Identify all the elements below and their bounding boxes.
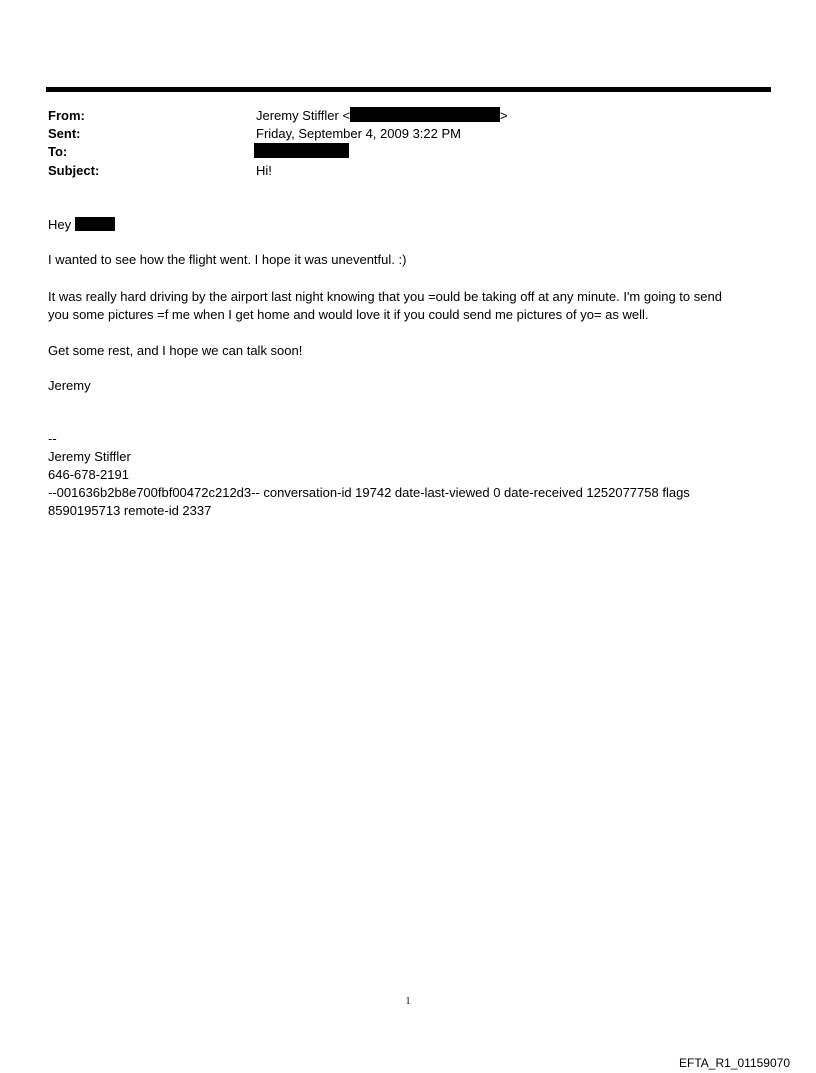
page-number: 1 xyxy=(405,996,411,1007)
greeting-line xyxy=(48,216,768,234)
sent-value: Friday, September 4, 2009 3:22 PM xyxy=(256,126,461,141)
body-paragraph-2-line-2: you some pictures =f me when I get home and would love it if you could send me pictures of yo= as well. xyxy=(48,307,649,322)
redaction-block xyxy=(75,217,115,231)
from-close: > xyxy=(500,108,508,123)
body-paragraph-3: Get some rest, and I hope we can talk soon! xyxy=(48,343,303,358)
greeting-text: Hey xyxy=(48,217,72,232)
sent-label: Sent: xyxy=(48,126,81,141)
bates-number: EFTA_R1_01159070 xyxy=(679,1056,790,1070)
body-paragraph-2-line-1: It was really hard driving by the airport last night knowing that you =ould be taking off at any minute. I'm going to send xyxy=(48,289,722,304)
from-value xyxy=(256,107,508,125)
body-paragraph-1: I wanted to see how the flight went. I hope it was uneventful. :) xyxy=(48,252,407,267)
to-value xyxy=(254,143,349,161)
redaction-block xyxy=(350,107,500,122)
subject-label: Subject: xyxy=(48,163,100,178)
signature-separator: -- xyxy=(48,431,57,446)
sign-off: Jeremy xyxy=(48,378,91,393)
signature-name: Jeremy Stiffler xyxy=(48,449,131,464)
from-name: Jeremy Stiffler < xyxy=(256,108,351,123)
message-metadata-line-2: 8590195713 remote-id 2337 xyxy=(48,503,212,518)
from-label: From: xyxy=(48,108,85,123)
subject-value: Hi! xyxy=(256,163,272,178)
message-metadata-line-1: --001636b2b8e700fbf00472c212d3-- conversation-id 19742 date-last-viewed 0 date-received 1252077758 flags xyxy=(48,485,690,500)
redaction-block xyxy=(254,143,349,158)
to-label: To: xyxy=(48,144,68,159)
header-rule xyxy=(46,87,771,92)
signature-phone: 646-678-2191 xyxy=(48,467,129,482)
